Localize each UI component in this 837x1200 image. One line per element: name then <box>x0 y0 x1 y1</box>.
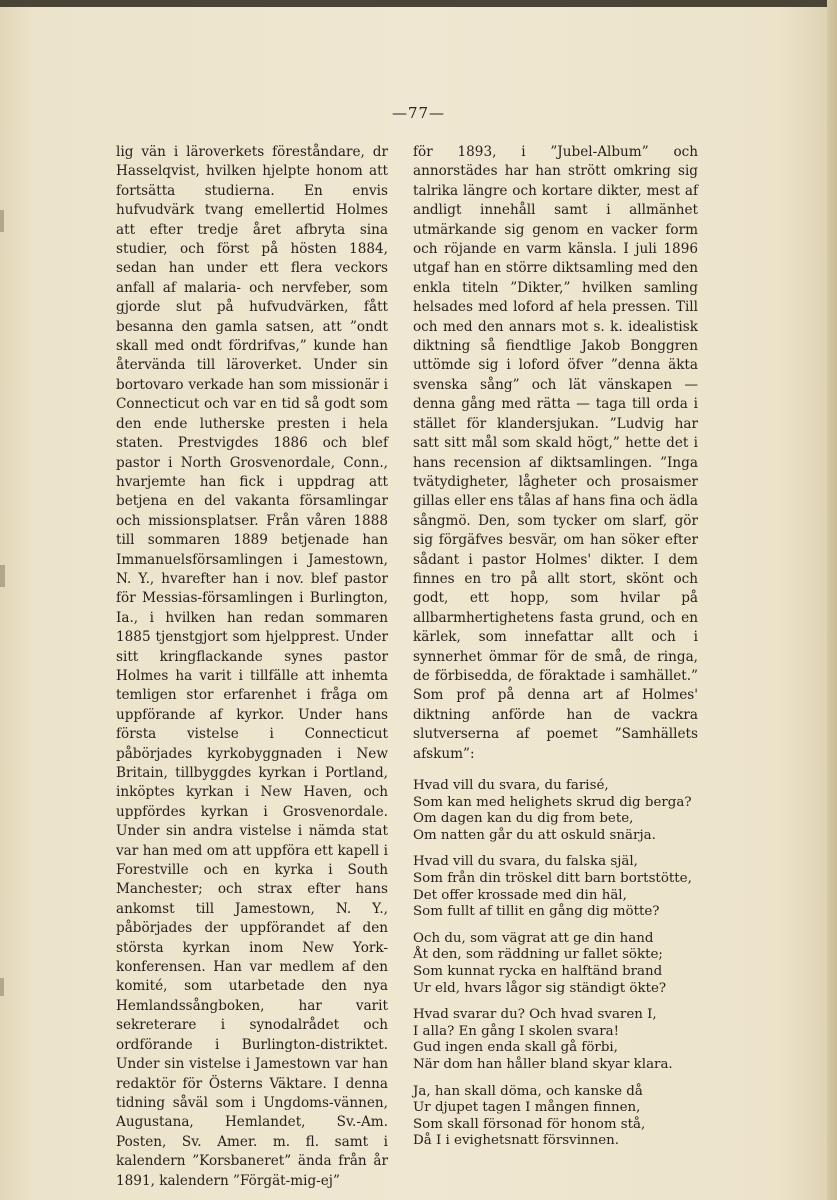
poem-stanza <box>413 778 698 844</box>
poem-line: Hvad vill du svara, du farisé, <box>413 778 609 793</box>
poem-line: Som från din tröskel ditt barn bortstötte, <box>413 870 692 886</box>
right-column <box>413 143 698 1160</box>
poem-line: Gud ingen enda skall gå förbi, <box>413 1040 618 1056</box>
poem-line: Hvad vill du svara, du falska själ, <box>413 854 638 870</box>
poem-stanza <box>413 1007 698 1073</box>
poem-line: I alla? En gång I skolen svara! <box>413 1023 620 1039</box>
page-edge <box>827 0 837 1200</box>
poem-line: Det offer krossade med din häl, <box>413 887 627 903</box>
poem-line: När dom han håller bland skyar klara. <box>413 1056 673 1072</box>
binding-mark <box>0 210 4 232</box>
page-number: —77— <box>391 104 446 122</box>
poem-stanza <box>413 854 698 920</box>
poem-line: Ur djupet tagen I mången finnen, <box>413 1100 641 1116</box>
scan-top-border <box>0 0 837 7</box>
poem-line: Som fullt af tillit en gång dig mötte? <box>413 904 660 920</box>
binding-mark <box>0 978 4 996</box>
poem-line: Ja, han skall döma, och kanske då <box>413 1083 643 1099</box>
poem-line: Om natten går du att oskuld snärja. <box>413 827 656 843</box>
poem-line: Om dagen kan du dig from bete, <box>413 811 634 827</box>
left-column-text: lig vän i läroverkets föreståndare, dr Hasselqvist, hvilken hjelpte honom att fortsätta studierna. En envis hufvudvärk tvang emellertid Holmes att efter tredje året afbryta sina studier, och först på hösten 1884, sedan han under ett flera veckors anfall af malaria- och nervfeber, som gjorde slut på hufvudvärken, fått besanna den gamla satsen, att ”ondt skall med ondt fördrifvas,” kunde han återvända till läroverket. Under sin bortovaro verkade han som missionär i Connecticut och var en tid så godt som den ende lutherske presten i hela staten. Prestvigdes 1886 och blef pastor i North Grosvenordale, Conn., hvarjemte han fick i uppdrag att betjena en del vakanta församlingar och missionsplatser. Från våren 1888 till sommaren 1889 betjenade han Immanuelsförsamlingen i Jamestown, N. Y., hvarefter han i nov. blef pastor för Messias-församlingen i Burlington, Ia., i hvilken han redan sommaren 1885 tjenstgjort som hjelpprest. Under sitt kringflackande synes pastor Holmes ha varit i tillfälle att inhemta temligen stor erfarenhet i fråga om uppförande af kyrkor. Under hans första vistelse i Connecticut påbörjades kyrkobyggnaden i New Britain, tillbyggdes kyrkan i Portland, inköptes kyrkan i New Haven, och uppfördes kyrkan i Grosvenordale. Under sin andra vistelse i nämda stat var han med om att uppföra ett kapell i Forestville och en kyrka i South Manchester; och strax efter hans ankomst till Jamestown, N. Y., påbörjades der uppförandet af den största kyrkan inom New York-konferensen. Han var medlem af den komité, som utarbetade den nya Hemlandssångboken, har varit sekreterare i synodalrådet och ordförande i Burlington-distriktet. Under sin vistelse i Jamestown var han redaktör för Österns Väktare. I denna tidning såväl som i Ungdoms-vännen, Augustana, Hemlandet, Sv.-Am. Posten, Sv. Amer. m. fl. samt i kalendern ”Korsbaneret” ända från år 1891, kalendern ”Förgät-mig-ej” <box>116 144 388 1189</box>
poem-line: Hvad svarar du? Och hvad svaren I, <box>413 1007 657 1023</box>
poem <box>413 778 698 1150</box>
poem-line: Som kan med helighets skrud dig berga? <box>413 794 692 810</box>
poem-line: Då I i evighetsnatt försvinnen. <box>413 1133 620 1149</box>
poem-stanza <box>413 1084 698 1150</box>
poem-line: Som skall försonad för honom stå, <box>413 1116 646 1132</box>
poem-line: Ur eld, hvars lågor sig ständigt ökte? <box>413 980 667 996</box>
poem-line: Som kunnat rycka en halftänd brand <box>413 963 663 979</box>
right-column-text: för 1893, i ”Jubel-Album” och annorstädes har han strött omkring sig talrika längre och kortare dikter, mest af andligt innehåll samt i allmänhet utmärkande sig genom en vacker form och röjande en varm känsla. I juli 1896 utgaf han en större diktsamling med den enkla titeln ”Dikter,” hvilken samling helsades med loford af hela pressen. Till och med den annars mot s. k. idealistisk diktning så fiendtlige Jakob Bonggren uttömde sig i loford öfver ”denna äkta svenska sång” och lät vänskapen — denna gång med rätta — taga till orda i stället för klandersjukan. ”Ludvig har satt sitt mål som skald högt,” hette det i hans recension af diktsamlingen. ”Inga tvätydigheter, lågheter och prosaismer gillas eller ens tålas af hans fina och ädla sångmö. Den, som tycker om slarf, gör sig förgäfves besvär, om han söker efter sådant i pastor Holmes' dikter. I dem finnes en tro på allt stort, skönt och godt, ett hopp, som hvilar på allbarmhertighetens fasta grund, och en kärlek, som innefattar allt och i synnerhet ömmar för de små, de ringa, de förbisedda, de föraktade i samhället.” Som prof på denna art af Holmes' diktning anförde han de vackra slutverserna af poemet ”Samhällets afskum”: <box>413 144 698 762</box>
poem-stanza <box>413 931 698 997</box>
poem-line: Och du, som vägrat att ge din hand <box>413 930 654 946</box>
poem-line: Åt den, som räddning ur fallet sökte; <box>413 947 663 963</box>
left-column <box>116 143 388 1191</box>
binding-mark <box>0 565 5 587</box>
